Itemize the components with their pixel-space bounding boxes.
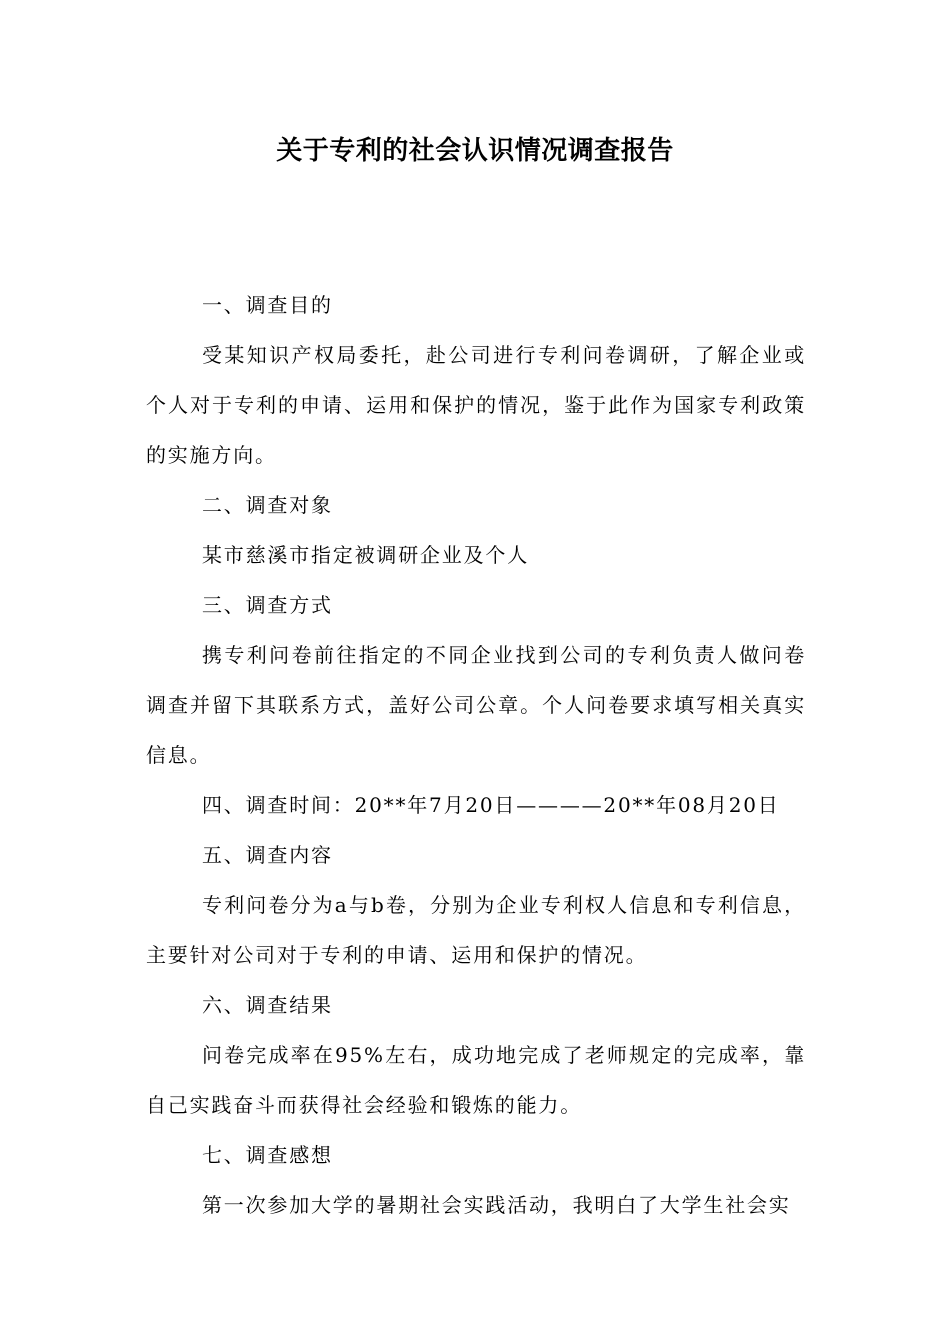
section-text-result: 问卷完成率在95%左右，成功地完成了老师规定的完成率，靠自己实践奋斗而获得社会经验和锻炼的能力。 <box>146 1043 806 1117</box>
section-heading-content: 五、调查内容 <box>202 843 333 867</box>
document-body <box>146 280 806 1230</box>
section-text-reflection: 第一次参加大学的暑期社会实践活动，我明白了大学生社会实 <box>202 1193 791 1217</box>
document-title: 关于专利的社会认识情况调查报告 <box>276 136 674 166</box>
section-heading-result: 六、调查结果 <box>202 993 333 1017</box>
section-heading-reflection: 七、调查感想 <box>202 1143 333 1167</box>
section-heading-time: 四、调查时间：20**年7月20日————20**年08月20日 <box>202 793 780 817</box>
section-heading-method: 三、调查方式 <box>202 593 333 617</box>
section-text-subject: 某市慈溪市指定被调研企业及个人 <box>202 543 529 567</box>
section-heading-subject: 二、调查对象 <box>202 493 333 517</box>
section-text-content: 专利问卷分为a与b卷，分别为企业专利权人信息和专利信息，主要针对公司对于专利的申请、运用和保护的情况。 <box>146 893 806 967</box>
section-text-purpose: 受某知识产权局委托，赴公司进行专利问卷调研，了解企业或个人对于专利的申请、运用和保护的情况，鉴于此作为国家专利政策的实施方向。 <box>146 343 806 467</box>
section-heading-purpose: 一、调查目的 <box>202 293 333 317</box>
section-text-method: 携专利问卷前往指定的不同企业找到公司的专利负责人做问卷调查并留下其联系方式，盖好公司公章。个人问卷要求填写相关真实信息。 <box>146 643 806 767</box>
